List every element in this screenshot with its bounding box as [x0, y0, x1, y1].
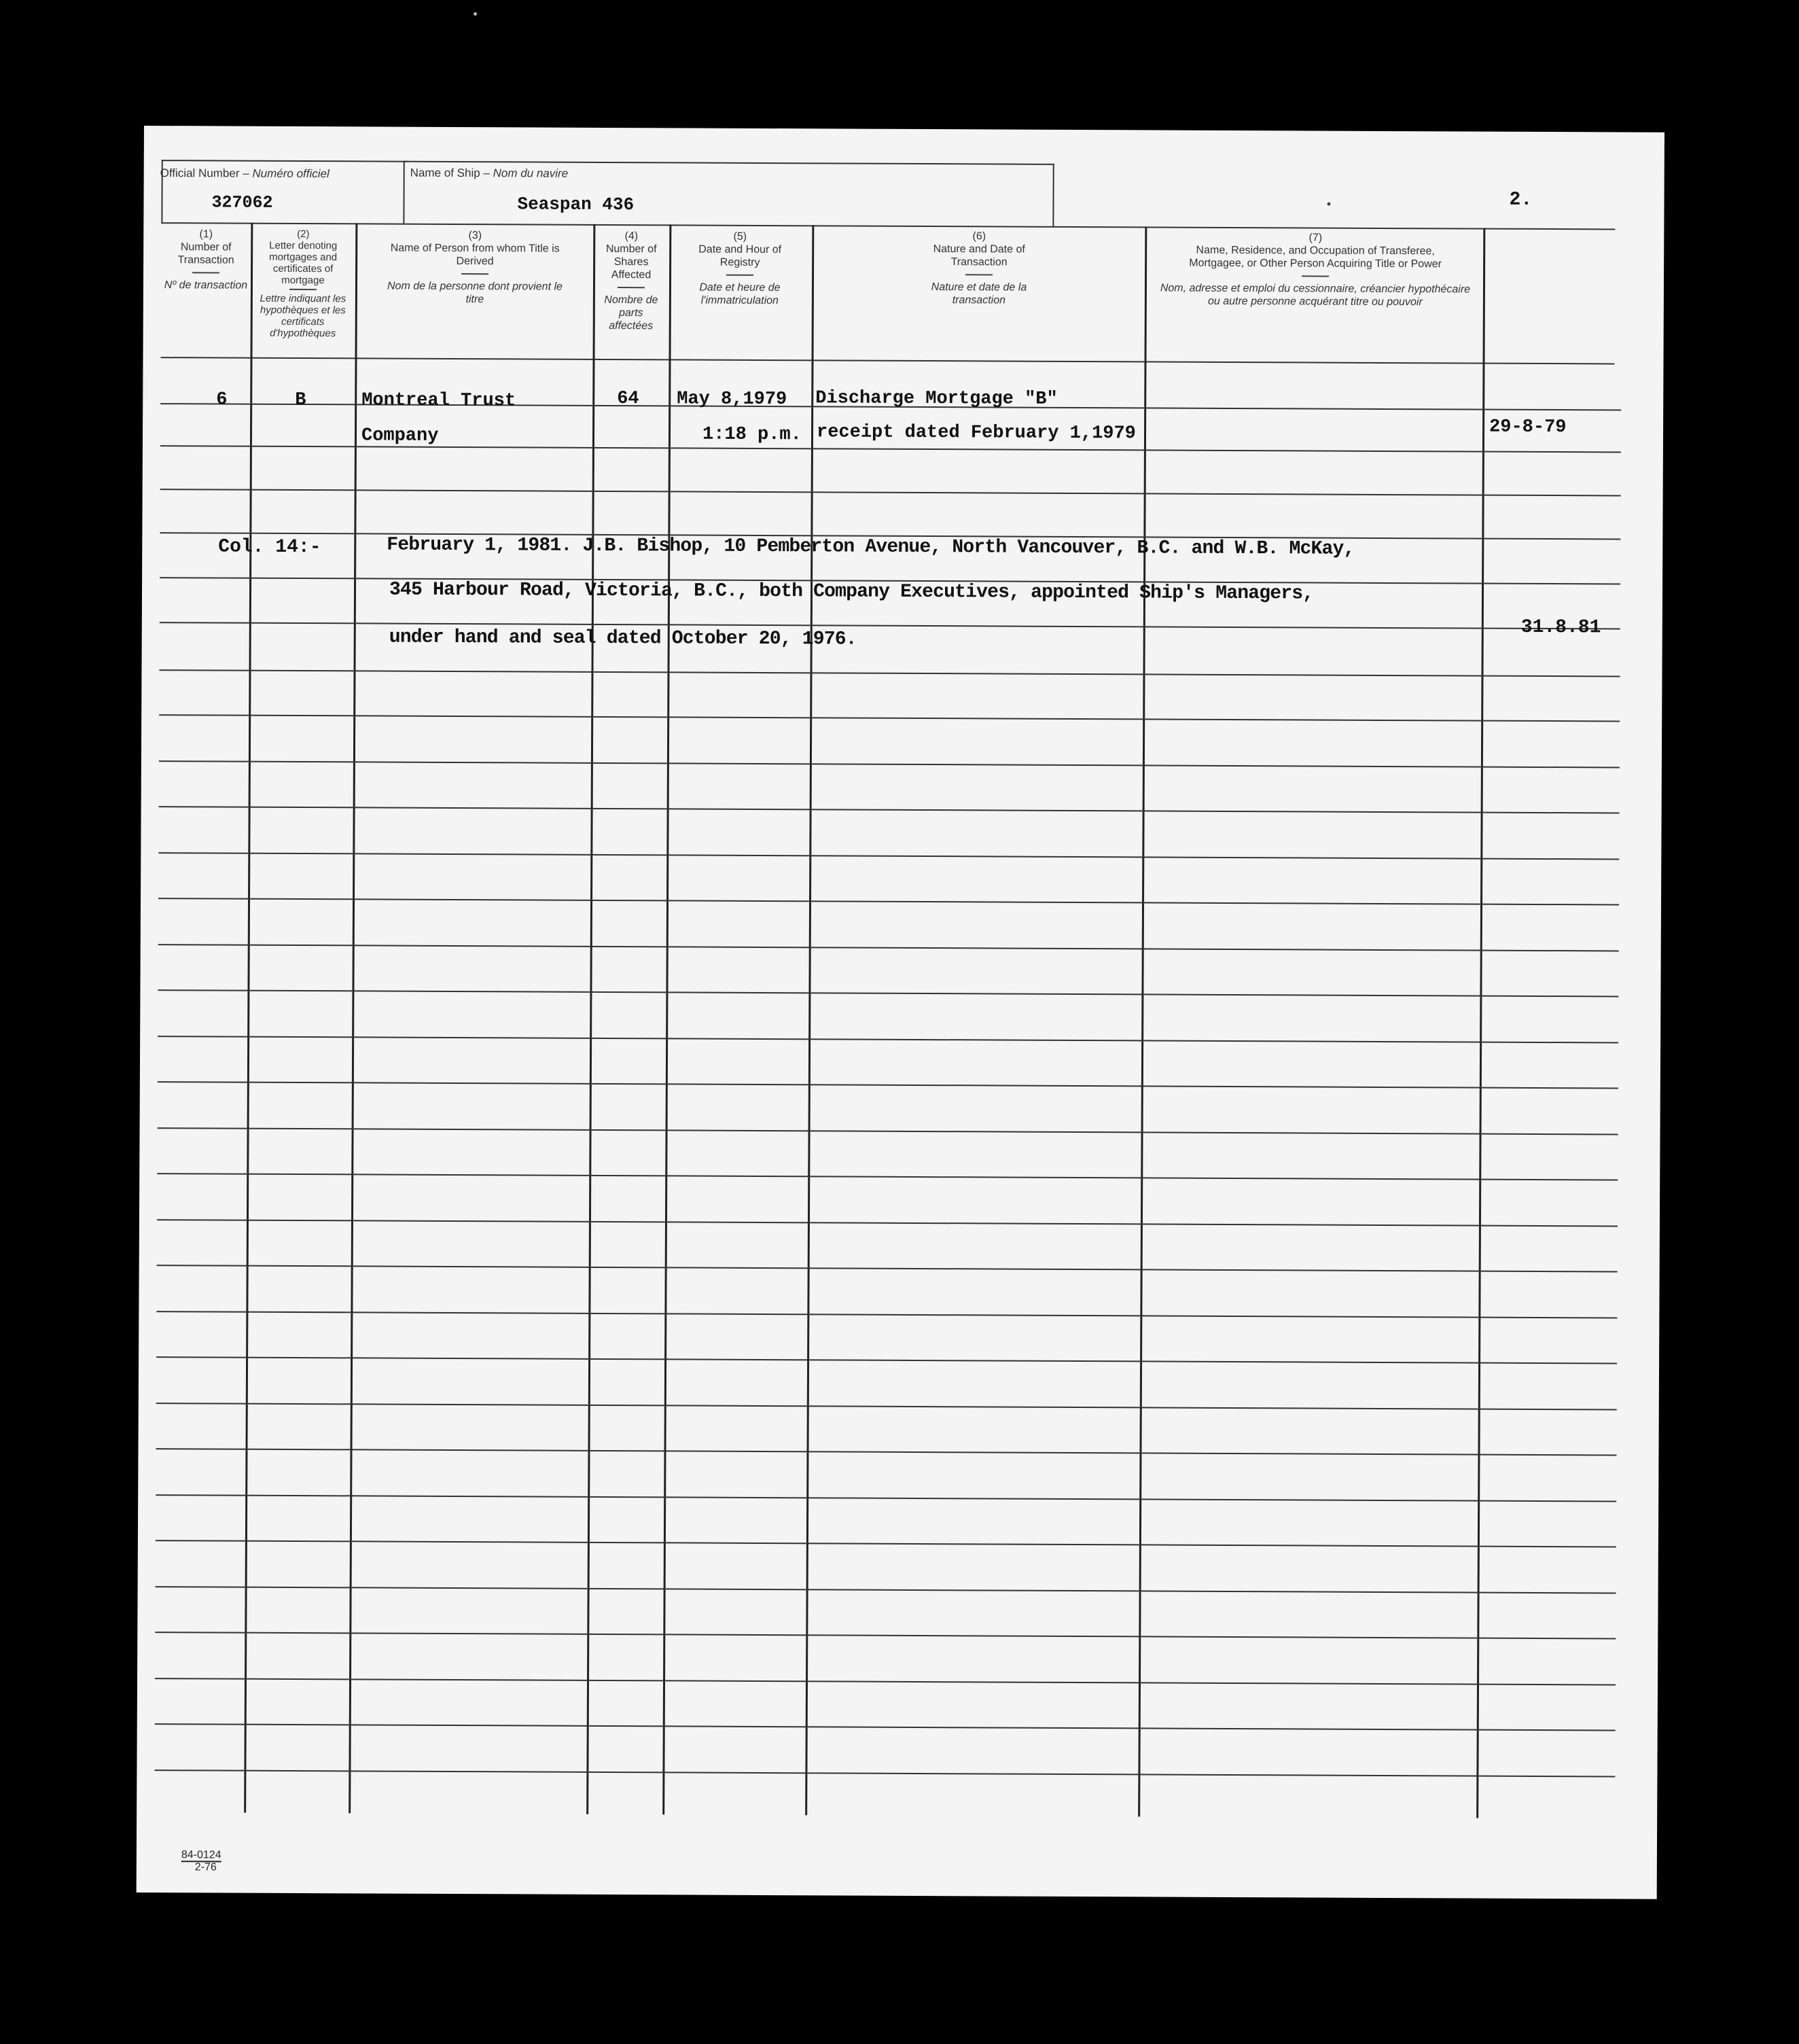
registry-time: 1:18 p.m. [702, 424, 802, 446]
transaction-margin-date: 29-8-79 [1489, 417, 1567, 438]
column-number: (4) [624, 230, 639, 243]
column-number: (6) [972, 230, 986, 243]
ship-register-page [137, 126, 1664, 1899]
column-number: (2) [297, 228, 310, 241]
column-number: (3) [468, 230, 482, 242]
column-divider [289, 289, 317, 290]
ruled-row-line [158, 1081, 1618, 1089]
column-header-3 [359, 228, 590, 306]
ruled-row-line [155, 1723, 1616, 1731]
note-margin-date: 31.8.81 [1520, 616, 1601, 639]
column-title-en: Number of Transaction [177, 241, 234, 266]
ruled-row-line [156, 1311, 1617, 1318]
ruled-row-line [156, 1586, 1616, 1593]
column-title-en: Name, Residence, and Occupation of Transferee, Mortgagee, or Other Person Acquiring Title or Power [1189, 244, 1442, 270]
transaction-number: 6 [216, 389, 228, 410]
column-title-fr: Date et heure de l'immatriculation [699, 281, 781, 307]
column-header-4 [597, 230, 666, 332]
column-rule-3 [586, 224, 595, 1814]
column-rule-4 [662, 224, 671, 1814]
column-number: (1) [199, 228, 213, 241]
ruled-row-line [160, 445, 1621, 453]
note-line-2: 345 Harbour Road, Victoria, B.C., both Company Executives, appointed Ship's Managers, [389, 579, 1314, 605]
column-title-en: Number of Shares Affected [605, 243, 657, 281]
ruled-row-line [158, 852, 1619, 860]
ruled-row-line [158, 944, 1619, 951]
ruled-lines [144, 126, 1664, 133]
shares-affected: 64 [617, 389, 639, 410]
ruled-row-line [160, 489, 1621, 496]
ruled-row-line [157, 1173, 1618, 1180]
ruled-row-line [158, 1127, 1618, 1135]
ruled-row-line [156, 1540, 1616, 1547]
ruled-row-line [160, 669, 1620, 677]
form-number-code: 84-0124 [181, 1849, 221, 1861]
column-header-2 [253, 228, 353, 340]
ruled-row-line [155, 1632, 1616, 1639]
column-rule-2 [349, 223, 357, 1813]
ruled-row-line [159, 714, 1620, 722]
ruled-row-line [154, 1769, 1615, 1777]
form-revision: 2-76 [194, 1861, 217, 1873]
column-rule-1 [244, 223, 253, 1813]
mortgage-letter: B [295, 389, 306, 411]
ruled-row-line [157, 1265, 1618, 1272]
column-title-fr: Nº de transaction [164, 279, 248, 292]
column-divider [726, 275, 753, 276]
registry-date: May 8,1979 [677, 389, 787, 410]
ruled-row-line [156, 1356, 1617, 1364]
column-divider [965, 274, 993, 275]
ship-name: Seaspan 436 [517, 194, 635, 215]
column-divider [192, 272, 219, 273]
ship-name-label-fr: Nom du navire [493, 166, 569, 180]
page-number: 2. [1509, 189, 1533, 211]
column-title-en: Nature and Date of Transaction [933, 243, 1025, 268]
official-number-label [160, 166, 329, 181]
note-line-3: under hand and seal dated October 20, 1976. [389, 627, 857, 650]
ruled-row-line [158, 1036, 1618, 1043]
ruled-row-line [158, 989, 1618, 997]
column-rule-7 [1476, 228, 1485, 1818]
column-header-6 [816, 229, 1142, 307]
ruled-row-line [157, 1219, 1618, 1227]
column-title-en: Date and Hour of Registry [698, 243, 782, 268]
column-header-1 [161, 228, 251, 292]
column-number: (7) [1308, 232, 1323, 244]
column-title-en: Letter denoting mortgages and certificates of mortgage [269, 239, 338, 287]
note-line-1: February 1, 1981. J.B. Bishop, 10 Pemberton Avenue, North Vancouver, B.C. and W.B. McKay, [387, 534, 1355, 560]
column-divider [618, 287, 645, 288]
column-title-fr: Lettre indiquant les hypothèques et les certificats d'hypothèques [260, 292, 346, 340]
transaction-nature-line-1: Discharge Mortgage "B" [815, 388, 1058, 410]
column-title-fr: Nombre de parts affectées [604, 294, 658, 332]
ruled-row-line [156, 1448, 1617, 1456]
column-title-fr: Nom de la personne dont provient le titre [387, 280, 563, 306]
ruled-row-line [156, 1494, 1616, 1502]
column-header-7 [1149, 230, 1482, 309]
ruled-row-line [159, 760, 1620, 768]
ship-name-label [410, 166, 569, 181]
column-divider [461, 273, 488, 275]
column-title-en: Name of Person from whom Title is Derived [390, 242, 560, 268]
ruled-row-line [160, 622, 1620, 629]
stray-mark [1328, 202, 1331, 206]
scan-speck [474, 12, 477, 16]
column-number: (5) [733, 230, 747, 243]
ruled-row-line [159, 806, 1620, 813]
ship-name-label-en: Name of Ship – [410, 166, 493, 180]
person-from-line-1: Montreal Trust [361, 390, 516, 412]
column-header-5 [673, 230, 806, 307]
ruled-row-line [156, 1403, 1617, 1410]
note-label: Col. 14:- [218, 536, 321, 559]
ruled-row-line [155, 1678, 1616, 1685]
form-number [181, 1849, 221, 1873]
official-number-label-en: Official Number – [160, 166, 253, 180]
person-from-line-2: Company [361, 425, 439, 446]
ruled-row-line [158, 898, 1619, 905]
column-divider [1302, 275, 1329, 277]
transaction-nature-line-2: receipt dated February 1,1979 [816, 422, 1136, 444]
column-title-fr: Nom, adresse et emploi du cessionnaire, créancier hypothécaire ou autre personne acquérant titre ou pouvoir [1160, 282, 1471, 309]
column-rule-6 [1138, 226, 1147, 1816]
column-title-fr: Nature et date de la transaction [931, 281, 1027, 306]
official-number-label-fr: Numéro officiel [252, 166, 329, 181]
header-bottom-rule [161, 357, 1615, 364]
column-rule-5 [805, 225, 814, 1815]
official-number: 327062 [211, 192, 273, 213]
